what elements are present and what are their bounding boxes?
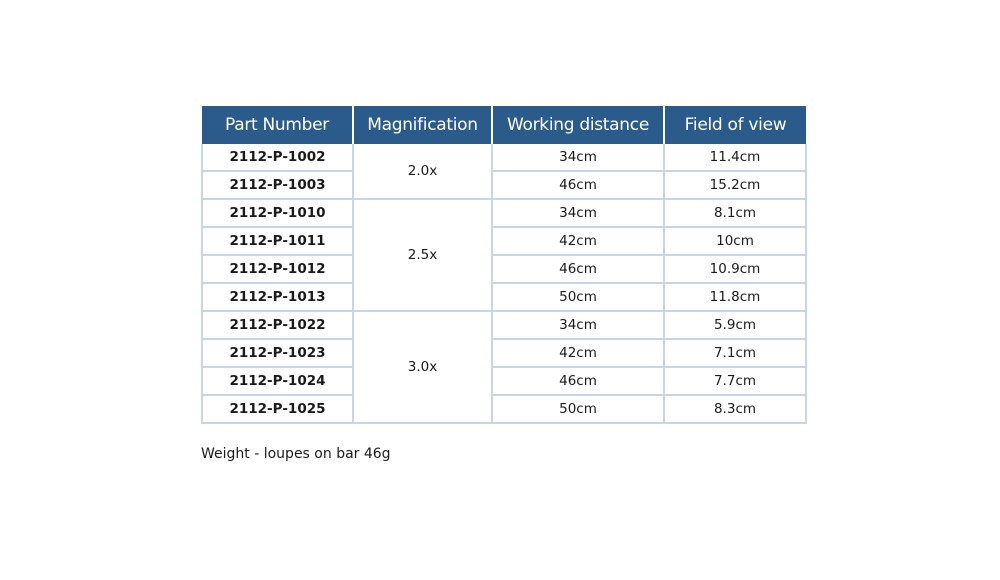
working-distance-cell: 46cm bbox=[492, 255, 664, 283]
working-distance-cell: 34cm bbox=[492, 144, 664, 171]
header-magnification: Magnification bbox=[353, 106, 492, 144]
working-distance-cell: 42cm bbox=[492, 227, 664, 255]
part-number-cell: 2112-P-1024 bbox=[202, 367, 353, 395]
weight-note: Weight - loupes on bar 46g bbox=[201, 446, 391, 462]
working-distance-cell: 50cm bbox=[492, 283, 664, 311]
header-working-distance: Working distance bbox=[492, 106, 664, 144]
part-number-cell: 2112-P-1011 bbox=[202, 227, 353, 255]
table-row bbox=[202, 367, 806, 395]
working-distance-cell: 50cm bbox=[492, 395, 664, 423]
table-row bbox=[202, 144, 806, 171]
table-row bbox=[202, 255, 806, 283]
part-number-cell: 2112-P-1013 bbox=[202, 283, 353, 311]
table-row bbox=[202, 395, 806, 423]
table-row bbox=[202, 199, 806, 227]
working-distance-cell: 46cm bbox=[492, 171, 664, 199]
field-of-view-cell: 15.2cm bbox=[664, 171, 806, 199]
part-number-cell: 2112-P-1010 bbox=[202, 199, 353, 227]
field-of-view-cell: 5.9cm bbox=[664, 311, 806, 339]
field-of-view-cell: 10.9cm bbox=[664, 255, 806, 283]
table-row bbox=[202, 339, 806, 367]
table-body bbox=[202, 144, 806, 423]
table-row bbox=[202, 171, 806, 199]
table-row bbox=[202, 283, 806, 311]
field-of-view-cell: 11.4cm bbox=[664, 144, 806, 171]
magnification-cell: 2.0x bbox=[353, 144, 492, 199]
part-number-cell: 2112-P-1002 bbox=[202, 144, 353, 171]
field-of-view-cell: 8.1cm bbox=[664, 199, 806, 227]
part-number-cell: 2112-P-1003 bbox=[202, 171, 353, 199]
working-distance-cell: 46cm bbox=[492, 367, 664, 395]
field-of-view-cell: 11.8cm bbox=[664, 283, 806, 311]
part-number-cell: 2112-P-1022 bbox=[202, 311, 353, 339]
field-of-view-cell: 7.7cm bbox=[664, 367, 806, 395]
part-number-cell: 2112-P-1023 bbox=[202, 339, 353, 367]
table-row bbox=[202, 227, 806, 255]
field-of-view-cell: 7.1cm bbox=[664, 339, 806, 367]
working-distance-cell: 34cm bbox=[492, 311, 664, 339]
spec-table bbox=[201, 106, 807, 424]
working-distance-cell: 34cm bbox=[492, 199, 664, 227]
header-field-of-view: Field of view bbox=[664, 106, 806, 144]
magnification-cell: 3.0x bbox=[353, 311, 492, 423]
table-row bbox=[202, 311, 806, 339]
table-header-row bbox=[202, 106, 806, 144]
magnification-cell: 2.5x bbox=[353, 199, 492, 311]
field-of-view-cell: 8.3cm bbox=[664, 395, 806, 423]
part-number-cell: 2112-P-1012 bbox=[202, 255, 353, 283]
part-number-cell: 2112-P-1025 bbox=[202, 395, 353, 423]
working-distance-cell: 42cm bbox=[492, 339, 664, 367]
header-part-number: Part Number bbox=[202, 106, 353, 144]
field-of-view-cell: 10cm bbox=[664, 227, 806, 255]
